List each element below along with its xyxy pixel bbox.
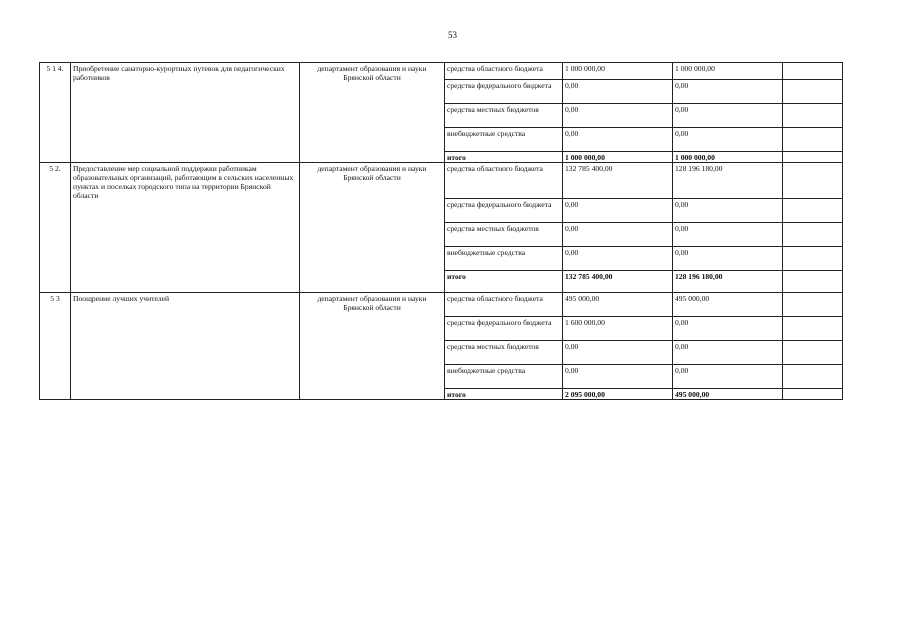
amount-2: 0,00 bbox=[673, 223, 783, 247]
amount-2: 495 000,00 bbox=[673, 389, 783, 400]
funding-source: итого bbox=[445, 152, 563, 163]
amount-3 bbox=[783, 152, 843, 163]
amount-3 bbox=[783, 80, 843, 104]
amount-2: 0,00 bbox=[673, 128, 783, 152]
funding-source: средства местных бюджетов bbox=[445, 223, 563, 247]
amount-3 bbox=[783, 271, 843, 293]
amount-1: 0,00 bbox=[563, 104, 673, 128]
amount-2: 0,00 bbox=[673, 341, 783, 365]
funding-source: средства областного бюджета bbox=[445, 293, 563, 317]
amount-3 bbox=[783, 341, 843, 365]
funding-source: внебюджетные средства bbox=[445, 247, 563, 271]
item-executor: департамент образования и науки Брянской области bbox=[300, 293, 445, 400]
amount-2: 0,00 bbox=[673, 80, 783, 104]
amount-2: 128 196 180,00 bbox=[673, 271, 783, 293]
amount-1: 1 000 000,00 bbox=[563, 152, 673, 163]
amount-3 bbox=[783, 365, 843, 389]
amount-1: 132 785 400,00 bbox=[563, 271, 673, 293]
amount-1: 0,00 bbox=[563, 247, 673, 271]
item-name: Предоставление мер социальной поддержки работникам образовательных организаций, работающим в сельских населенных пунктах и поселках городского типа на территории Брянской области bbox=[71, 163, 300, 293]
amount-2: 0,00 bbox=[673, 365, 783, 389]
amount-1: 1 000 000,00 bbox=[563, 63, 673, 80]
amount-3 bbox=[783, 63, 843, 80]
funding-source: итого bbox=[445, 389, 563, 400]
amount-1: 495 000,00 bbox=[563, 293, 673, 317]
funding-source: средства федерального бюджета bbox=[445, 317, 563, 341]
amount-2: 1 000 000,00 bbox=[673, 152, 783, 163]
item-name: Поощрение лучших учителей bbox=[71, 293, 300, 400]
amount-1: 0,00 bbox=[563, 341, 673, 365]
budget-table bbox=[39, 62, 843, 400]
table-row bbox=[40, 293, 843, 317]
item-executor: департамент образования и науки Брянской области bbox=[300, 163, 445, 293]
amount-2: 0,00 bbox=[673, 104, 783, 128]
table-row bbox=[40, 163, 843, 199]
amount-2: 0,00 bbox=[673, 317, 783, 341]
amount-1: 0,00 bbox=[563, 80, 673, 104]
funding-source: средства местных бюджетов bbox=[445, 104, 563, 128]
amount-3 bbox=[783, 247, 843, 271]
amount-1: 0,00 bbox=[563, 223, 673, 247]
amount-2: 0,00 bbox=[673, 247, 783, 271]
amount-1: 0,00 bbox=[563, 365, 673, 389]
table-row bbox=[40, 63, 843, 80]
item-executor: департамент образования и науки Брянской области bbox=[300, 63, 445, 163]
amount-3 bbox=[783, 389, 843, 400]
funding-source: средства федерального бюджета bbox=[445, 199, 563, 223]
amount-3 bbox=[783, 163, 843, 199]
amount-1: 2 095 000,00 bbox=[563, 389, 673, 400]
item-name: Приобретение санаторно-курортных путевок для педагогических работников bbox=[71, 63, 300, 163]
amount-1: 132 785 400,00 bbox=[563, 163, 673, 199]
amount-1: 0,00 bbox=[563, 199, 673, 223]
funding-source: средства федерального бюджета bbox=[445, 80, 563, 104]
item-number: 5 2. bbox=[40, 163, 71, 293]
amount-2: 128 196 180,00 bbox=[673, 163, 783, 199]
amount-3 bbox=[783, 293, 843, 317]
funding-source: внебюджетные средства bbox=[445, 128, 563, 152]
amount-2: 0,00 bbox=[673, 199, 783, 223]
funding-source: итого bbox=[445, 271, 563, 293]
amount-1: 0,00 bbox=[563, 128, 673, 152]
amount-3 bbox=[783, 199, 843, 223]
amount-3 bbox=[783, 128, 843, 152]
funding-source: средства областного бюджета bbox=[445, 63, 563, 80]
funding-source: внебюджетные средства bbox=[445, 365, 563, 389]
item-number: 5 1 4. bbox=[40, 63, 71, 163]
amount-2: 1 000 000,00 bbox=[673, 63, 783, 80]
amount-2: 495 000,00 bbox=[673, 293, 783, 317]
amount-3 bbox=[783, 104, 843, 128]
amount-3 bbox=[783, 317, 843, 341]
page-number: 53 bbox=[448, 30, 457, 40]
funding-source: средства местных бюджетов bbox=[445, 341, 563, 365]
item-number: 5 3 bbox=[40, 293, 71, 400]
funding-source: средства областного бюджета bbox=[445, 163, 563, 199]
amount-1: 1 600 000,00 bbox=[563, 317, 673, 341]
amount-3 bbox=[783, 223, 843, 247]
